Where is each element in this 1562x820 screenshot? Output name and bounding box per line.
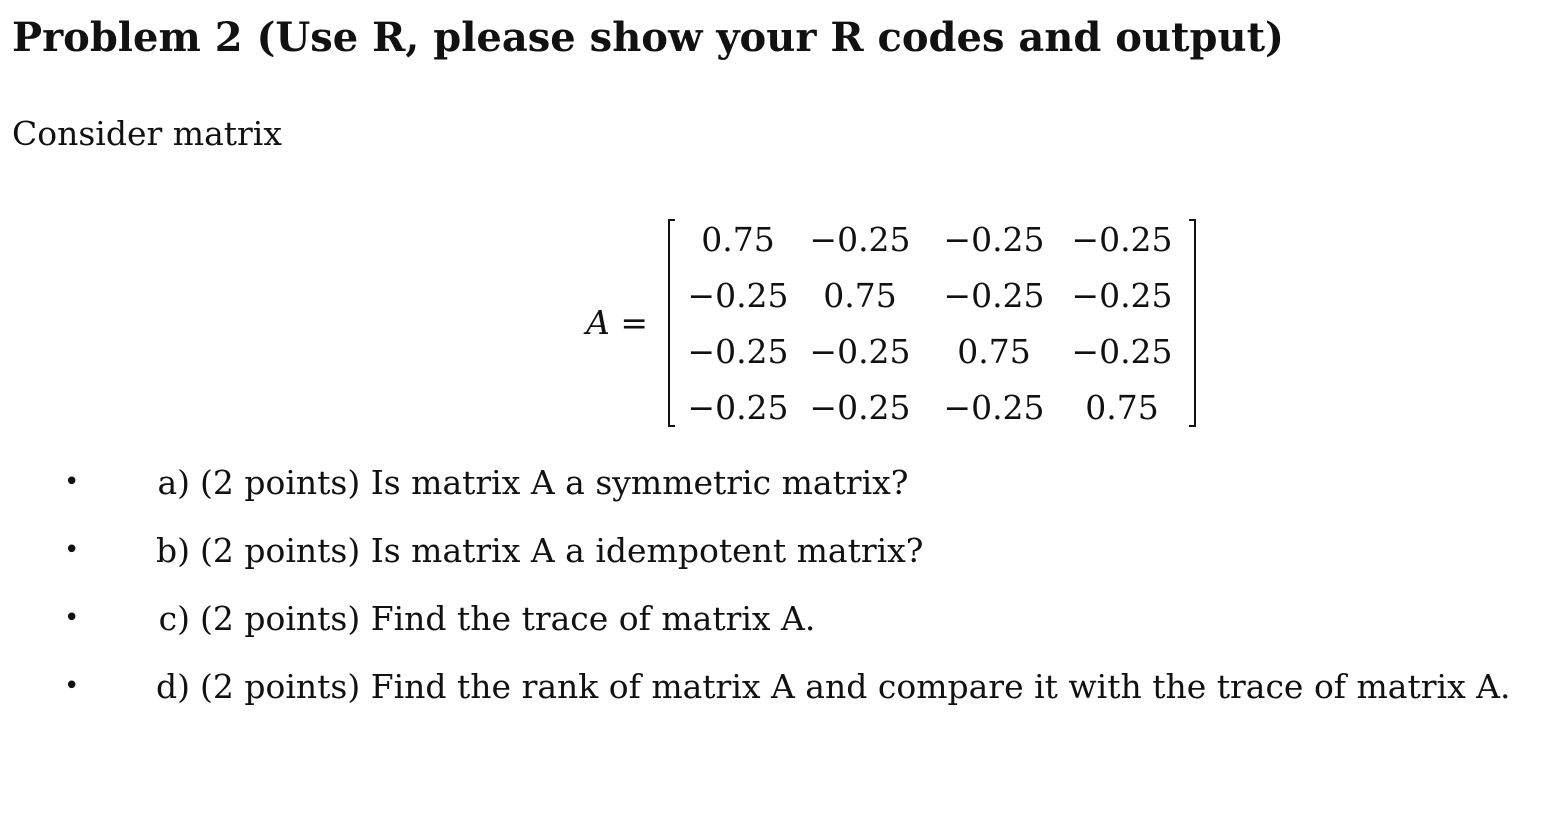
question-letter: b) [156,530,190,570]
matrix-cell: 0.75 [1085,387,1159,427]
question-text: (2 points) Is matrix A a idempotent matrix? [200,530,924,570]
right-bracket [1189,219,1196,427]
bullet-icon: • [64,603,80,633]
question-text: (2 points) Is matrix A a symmetric matrix? [200,462,909,502]
matrix-cell: −0.25 [687,331,789,371]
question-letter: a) [157,462,190,502]
matrix-cell: −0.25 [809,219,911,259]
intro-text: Consider matrix [12,114,282,153]
matrix-cell: 0.75 [701,219,775,259]
question-letter: d) [156,666,190,706]
matrix-cell: −0.25 [687,275,789,315]
equation-lhs [586,303,648,343]
matrix-cell: −0.25 [943,387,1045,427]
matrix-cell: −0.25 [809,331,911,371]
bullet-icon: • [64,467,80,497]
matrix-cell: −0.25 [943,275,1045,315]
bullet-icon: • [64,671,80,701]
problem-heading: Problem 2 (Use R, please show your R codes and output) [12,14,1284,61]
question-text: (2 points) Find the rank of matrix A and compare it with the trace of matrix A. [200,666,1511,706]
equals-sign: = [620,303,648,342]
matrix-cell: −0.25 [1071,219,1173,259]
matrix-cell: −0.25 [809,387,911,427]
question-item-a [60,448,1511,516]
question-item-d [60,652,1511,720]
question-text: (2 points) Find the trace of matrix A. [200,598,816,638]
question-letter: c) [158,598,190,638]
matrix-equation [586,218,1196,428]
question-list [60,448,1511,720]
matrix-variable: A [586,303,610,342]
matrix-cell: −0.25 [943,219,1045,259]
matrix-grid [675,211,1189,435]
left-bracket [668,219,675,427]
question-item-b [60,516,1511,584]
question-item-c [60,584,1511,652]
matrix-cell: −0.25 [687,387,789,427]
matrix-cell: 0.75 [823,275,897,315]
matrix-cell: −0.25 [1071,275,1173,315]
matrix-cell: 0.75 [957,331,1031,371]
matrix-cell: −0.25 [1071,331,1173,371]
bullet-icon: • [64,535,80,565]
